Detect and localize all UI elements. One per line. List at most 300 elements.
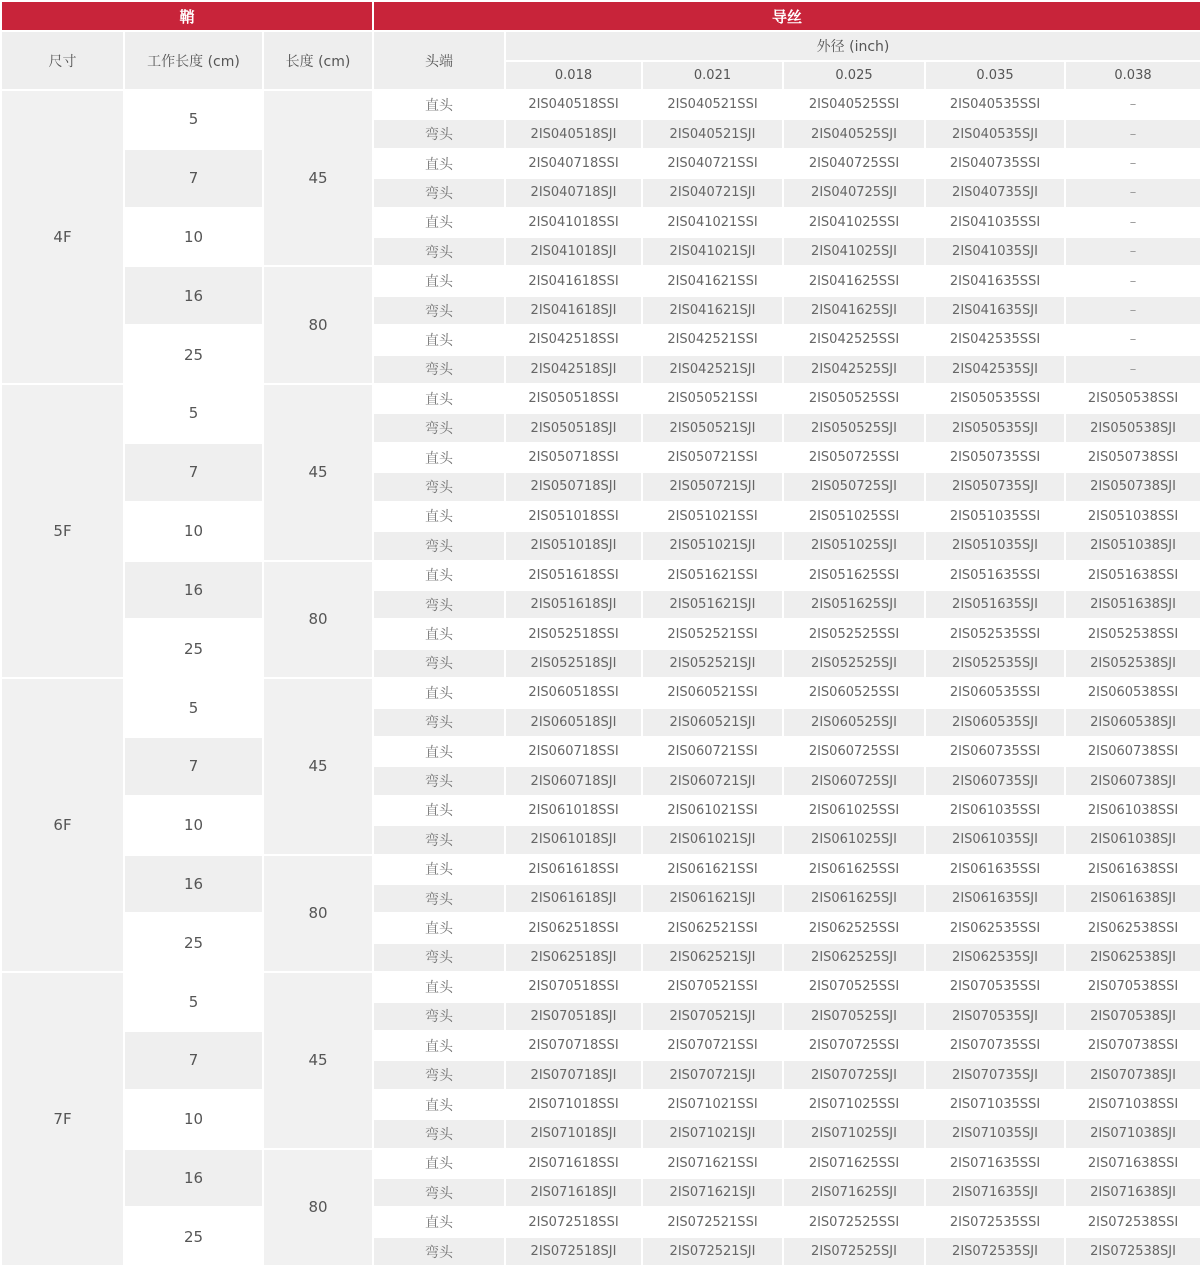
- part-number-cell: 2IS061621SJI: [642, 884, 783, 913]
- part-number-cell: 2IS050718SSI: [505, 443, 642, 472]
- part-number-cell: 2IS050721SJI: [642, 472, 783, 501]
- part-number-cell: 2IS071025SJI: [783, 1119, 925, 1148]
- guidewire-header: 导丝: [373, 1, 1200, 31]
- part-number-cell: 2IS051638SSI: [1065, 561, 1200, 590]
- part-number-cell: 2IS070535SJI: [925, 1002, 1065, 1031]
- part-number-cell: 2IS050725SSI: [783, 443, 925, 472]
- part-number-cell: 2IS061035SSI: [925, 796, 1065, 825]
- part-number-cell: 2IS061038SJI: [1065, 825, 1200, 854]
- tip-cell: 弯头: [373, 766, 505, 795]
- part-number-cell: 2IS071638SJI: [1065, 1178, 1200, 1207]
- part-number-cell: 2IS051635SJI: [925, 590, 1065, 619]
- part-number-cell: 2IS062538SSI: [1065, 913, 1200, 942]
- table-row: [1, 1031, 1200, 1060]
- part-number-cell: 2IS041635SSI: [925, 266, 1065, 295]
- part-number-cell: 2IS071021SSI: [642, 1090, 783, 1119]
- part-number-cell: 2IS062518SSI: [505, 913, 642, 942]
- tip-cell: 直头: [373, 384, 505, 413]
- tip-cell: 弯头: [373, 1237, 505, 1266]
- part-number-cell: 2IS042525SSI: [783, 325, 925, 354]
- part-number-cell: 2IS060718SSI: [505, 737, 642, 766]
- part-number-cell: 2IS060721SSI: [642, 737, 783, 766]
- part-number-cell: 2IS041618SSI: [505, 266, 642, 295]
- part-number-cell: 2IS040718SJI: [505, 178, 642, 207]
- part-number-cell: 2IS050735SSI: [925, 443, 1065, 472]
- empty-cell: –: [1065, 266, 1200, 295]
- part-number-cell: 2IS040525SJI: [783, 119, 925, 148]
- part-number-cell: 2IS072525SJI: [783, 1237, 925, 1266]
- tip-cell: 弯头: [373, 825, 505, 854]
- part-number-cell: 2IS041618SJI: [505, 296, 642, 325]
- part-number-cell: 2IS052521SSI: [642, 619, 783, 648]
- part-number-cell: 2IS050725SJI: [783, 472, 925, 501]
- part-number-cell: 2IS060518SJI: [505, 708, 642, 737]
- empty-cell: –: [1065, 237, 1200, 266]
- part-number-cell: 2IS051038SSI: [1065, 502, 1200, 531]
- working-length-cell: 5: [124, 90, 263, 149]
- working-length-cell: 10: [124, 1090, 263, 1149]
- part-number-cell: 2IS070718SJI: [505, 1060, 642, 1089]
- working-length-cell: 10: [124, 502, 263, 561]
- part-number-cell: 2IS050538SJI: [1065, 413, 1200, 442]
- length-cell: 80: [263, 266, 373, 384]
- tip-cell: 弯头: [373, 590, 505, 619]
- part-number-cell: 2IS050535SSI: [925, 384, 1065, 413]
- table-row: [1, 561, 1200, 590]
- working-length-cell: 7: [124, 149, 263, 208]
- part-number-cell: 2IS051035SJI: [925, 531, 1065, 560]
- part-number-cell: 2IS062518SJI: [505, 943, 642, 972]
- size-header: 尺寸: [1, 31, 124, 90]
- empty-cell: –: [1065, 90, 1200, 119]
- part-number-cell: 2IS051035SSI: [925, 502, 1065, 531]
- table-row: [1, 855, 1200, 884]
- part-number-cell: 2IS062535SJI: [925, 943, 1065, 972]
- part-number-cell: 2IS060738SSI: [1065, 737, 1200, 766]
- table-row: [1, 737, 1200, 766]
- part-number-cell: 2IS071635SJI: [925, 1178, 1065, 1207]
- table-row: [1, 325, 1200, 354]
- part-number-cell: 2IS060735SSI: [925, 737, 1065, 766]
- part-number-cell: 2IS070721SSI: [642, 1031, 783, 1060]
- part-number-cell: 2IS071038SSI: [1065, 1090, 1200, 1119]
- part-number-cell: 2IS062521SJI: [642, 943, 783, 972]
- length-cell: 45: [263, 384, 373, 560]
- part-number-cell: 2IS060725SSI: [783, 737, 925, 766]
- part-number-cell: 2IS070721SJI: [642, 1060, 783, 1089]
- part-number-cell: 2IS060535SSI: [925, 678, 1065, 707]
- part-number-cell: 2IS052535SJI: [925, 649, 1065, 678]
- part-number-cell: 2IS041625SJI: [783, 296, 925, 325]
- tip-cell: 直头: [373, 208, 505, 237]
- part-number-cell: 2IS061025SSI: [783, 796, 925, 825]
- table-row: [1, 796, 1200, 825]
- part-number-cell: 2IS070735SSI: [925, 1031, 1065, 1060]
- part-number-cell: 2IS070538SSI: [1065, 972, 1200, 1001]
- part-number-cell: 2IS071625SSI: [783, 1149, 925, 1178]
- part-number-cell: 2IS071621SSI: [642, 1149, 783, 1178]
- part-number-cell: 2IS061035SJI: [925, 825, 1065, 854]
- part-number-cell: 2IS071618SSI: [505, 1149, 642, 1178]
- part-number-cell: 2IS060738SJI: [1065, 766, 1200, 795]
- tip-cell: 弯头: [373, 884, 505, 913]
- part-number-cell: 2IS071035SSI: [925, 1090, 1065, 1119]
- table-row: [1, 208, 1200, 237]
- part-number-cell: 2IS050525SSI: [783, 384, 925, 413]
- part-number-cell: 2IS070738SJI: [1065, 1060, 1200, 1089]
- part-number-cell: 2IS051635SSI: [925, 561, 1065, 590]
- part-number-cell: 2IS061625SJI: [783, 884, 925, 913]
- working-length-cell: 7: [124, 443, 263, 502]
- tip-cell: 弯头: [373, 355, 505, 384]
- sheath-header: 鞘: [1, 1, 373, 31]
- part-number-cell: 2IS052521SJI: [642, 649, 783, 678]
- table-row: [1, 502, 1200, 531]
- tip-cell: 直头: [373, 972, 505, 1001]
- tip-cell: 弯头: [373, 649, 505, 678]
- empty-cell: –: [1065, 355, 1200, 384]
- part-number-cell: 2IS051618SJI: [505, 590, 642, 619]
- size-cell: 7F: [1, 972, 124, 1266]
- part-number-cell: 2IS070525SSI: [783, 972, 925, 1001]
- part-number-cell: 2IS061025SJI: [783, 825, 925, 854]
- part-number-cell: 2IS040525SSI: [783, 90, 925, 119]
- part-number-cell: 2IS070738SSI: [1065, 1031, 1200, 1060]
- part-number-cell: 2IS072521SJI: [642, 1237, 783, 1266]
- tip-cell: 弯头: [373, 1178, 505, 1207]
- part-number-cell: 2IS041635SJI: [925, 296, 1065, 325]
- tip-cell: 弯头: [373, 472, 505, 501]
- part-number-cell: 2IS051625SSI: [783, 561, 925, 590]
- part-number-cell: 2IS052538SJI: [1065, 649, 1200, 678]
- part-number-cell: 2IS061018SJI: [505, 825, 642, 854]
- part-number-cell: 2IS071018SJI: [505, 1119, 642, 1148]
- working-length-cell: 16: [124, 561, 263, 620]
- part-number-cell: 2IS072518SJI: [505, 1237, 642, 1266]
- part-number-cell: 2IS052518SSI: [505, 619, 642, 648]
- part-number-cell: 2IS071621SJI: [642, 1178, 783, 1207]
- size-cell: 5F: [1, 384, 124, 678]
- diameter-header: 0.025: [783, 61, 925, 90]
- part-number-cell: 2IS072535SJI: [925, 1237, 1065, 1266]
- empty-cell: –: [1065, 325, 1200, 354]
- part-number-cell: 2IS051025SJI: [783, 531, 925, 560]
- table-body: [1, 90, 1200, 1266]
- working-length-header: 工作长度 (cm): [124, 31, 263, 90]
- part-number-cell: 2IS071025SSI: [783, 1090, 925, 1119]
- empty-cell: –: [1065, 296, 1200, 325]
- tip-cell: 直头: [373, 443, 505, 472]
- length-cell: 80: [263, 855, 373, 973]
- part-number-cell: 2IS042535SJI: [925, 355, 1065, 384]
- part-number-cell: 2IS061618SSI: [505, 855, 642, 884]
- part-number-cell: 2IS071635SSI: [925, 1149, 1065, 1178]
- tip-cell: 直头: [373, 502, 505, 531]
- part-number-cell: 2IS042535SSI: [925, 325, 1065, 354]
- working-length-cell: 10: [124, 208, 263, 267]
- part-number-cell: 2IS070518SSI: [505, 972, 642, 1001]
- tip-cell: 直头: [373, 737, 505, 766]
- working-length-cell: 5: [124, 972, 263, 1031]
- part-number-cell: 2IS050538SSI: [1065, 384, 1200, 413]
- part-number-cell: 2IS061638SJI: [1065, 884, 1200, 913]
- part-number-cell: 2IS060535SJI: [925, 708, 1065, 737]
- part-number-cell: 2IS072535SSI: [925, 1207, 1065, 1236]
- part-number-cell: 2IS041621SJI: [642, 296, 783, 325]
- part-number-cell: 2IS051025SSI: [783, 502, 925, 531]
- part-number-cell: 2IS040521SJI: [642, 119, 783, 148]
- tip-cell: 弯头: [373, 708, 505, 737]
- part-number-cell: 2IS060521SSI: [642, 678, 783, 707]
- part-number-cell: 2IS051018SSI: [505, 502, 642, 531]
- part-number-cell: 2IS070521SSI: [642, 972, 783, 1001]
- part-number-cell: 2IS061625SSI: [783, 855, 925, 884]
- table-row: [1, 90, 1200, 119]
- table-row: [1, 678, 1200, 707]
- tip-cell: 直头: [373, 913, 505, 942]
- part-number-cell: 2IS052538SSI: [1065, 619, 1200, 648]
- table-row: [1, 384, 1200, 413]
- part-number-cell: 2IS041625SSI: [783, 266, 925, 295]
- part-number-cell: 2IS041035SSI: [925, 208, 1065, 237]
- tip-cell: 直头: [373, 1031, 505, 1060]
- part-number-cell: 2IS070725SSI: [783, 1031, 925, 1060]
- part-number-cell: 2IS041021SJI: [642, 237, 783, 266]
- part-number-cell: 2IS041018SJI: [505, 237, 642, 266]
- part-number-cell: 2IS060538SSI: [1065, 678, 1200, 707]
- part-number-cell: 2IS041035SJI: [925, 237, 1065, 266]
- part-number-cell: 2IS051621SSI: [642, 561, 783, 590]
- part-number-cell: 2IS051638SJI: [1065, 590, 1200, 619]
- part-number-cell: 2IS050735SJI: [925, 472, 1065, 501]
- part-number-cell: 2IS072521SSI: [642, 1207, 783, 1236]
- part-number-cell: 2IS071638SSI: [1065, 1149, 1200, 1178]
- part-number-cell: 2IS051618SSI: [505, 561, 642, 590]
- part-number-cell: 2IS070735SJI: [925, 1060, 1065, 1089]
- working-length-cell: 5: [124, 384, 263, 443]
- part-number-cell: 2IS070518SJI: [505, 1002, 642, 1031]
- tip-cell: 直头: [373, 796, 505, 825]
- part-number-cell: 2IS071618SJI: [505, 1178, 642, 1207]
- part-number-cell: 2IS051021SJI: [642, 531, 783, 560]
- part-number-cell: 2IS051625SJI: [783, 590, 925, 619]
- part-number-cell: 2IS070521SJI: [642, 1002, 783, 1031]
- part-number-cell: 2IS070538SJI: [1065, 1002, 1200, 1031]
- working-length-cell: 25: [124, 619, 263, 678]
- part-number-cell: 2IS060538SJI: [1065, 708, 1200, 737]
- part-number-cell: 2IS040518SJI: [505, 119, 642, 148]
- part-number-cell: 2IS040535SJI: [925, 119, 1065, 148]
- working-length-cell: 7: [124, 1031, 263, 1090]
- part-number-cell: 2IS062521SSI: [642, 913, 783, 942]
- size-cell: 6F: [1, 678, 124, 972]
- part-number-cell: 2IS042518SJI: [505, 355, 642, 384]
- part-number-cell: 2IS070725SJI: [783, 1060, 925, 1089]
- table-row: [1, 266, 1200, 295]
- part-number-cell: 2IS040721SSI: [642, 149, 783, 178]
- tip-cell: 弯头: [373, 119, 505, 148]
- tip-cell: 直头: [373, 1090, 505, 1119]
- diameter-header: 0.038: [1065, 61, 1200, 90]
- part-number-cell: 2IS041021SSI: [642, 208, 783, 237]
- od-header: 外径 (inch): [505, 31, 1200, 61]
- part-number-cell: 2IS071625SJI: [783, 1178, 925, 1207]
- part-number-cell: 2IS061635SJI: [925, 884, 1065, 913]
- part-number-cell: 2IS061021SSI: [642, 796, 783, 825]
- part-number-cell: 2IS060725SJI: [783, 766, 925, 795]
- part-number-cell: 2IS072538SSI: [1065, 1207, 1200, 1236]
- part-number-cell: 2IS050525SJI: [783, 413, 925, 442]
- working-length-cell: 16: [124, 1149, 263, 1208]
- table-row: [1, 619, 1200, 648]
- tip-cell: 直头: [373, 1149, 505, 1178]
- part-number-cell: 2IS052525SJI: [783, 649, 925, 678]
- working-length-cell: 16: [124, 266, 263, 325]
- part-number-cell: 2IS060721SJI: [642, 766, 783, 795]
- part-number-cell: 2IS070525SJI: [783, 1002, 925, 1031]
- tip-cell: 弯头: [373, 178, 505, 207]
- tip-cell: 直头: [373, 619, 505, 648]
- tip-cell: 弯头: [373, 237, 505, 266]
- part-number-cell: 2IS041025SJI: [783, 237, 925, 266]
- part-number-cell: 2IS040718SSI: [505, 149, 642, 178]
- tip-cell: 弯头: [373, 531, 505, 560]
- tip-cell: 直头: [373, 561, 505, 590]
- empty-cell: –: [1065, 178, 1200, 207]
- size-cell: 4F: [1, 90, 124, 384]
- part-number-cell: 2IS051021SSI: [642, 502, 783, 531]
- part-number-cell: 2IS042521SJI: [642, 355, 783, 384]
- table-row: [1, 1149, 1200, 1178]
- part-number-cell: 2IS040735SSI: [925, 149, 1065, 178]
- part-number-cell: 2IS040725SSI: [783, 149, 925, 178]
- part-number-cell: 2IS061635SSI: [925, 855, 1065, 884]
- part-number-cell: 2IS052535SSI: [925, 619, 1065, 648]
- part-number-cell: 2IS072518SSI: [505, 1207, 642, 1236]
- part-number-cell: 2IS061038SSI: [1065, 796, 1200, 825]
- length-cell: 80: [263, 561, 373, 679]
- part-number-cell: 2IS050738SJI: [1065, 472, 1200, 501]
- part-number-cell: 2IS072538SJI: [1065, 1237, 1200, 1266]
- tip-cell: 直头: [373, 1207, 505, 1236]
- part-number-cell: 2IS040518SSI: [505, 90, 642, 119]
- tip-cell: 直头: [373, 149, 505, 178]
- working-length-cell: 16: [124, 855, 263, 914]
- working-length-cell: 10: [124, 796, 263, 855]
- empty-cell: –: [1065, 149, 1200, 178]
- diameter-header: 0.035: [925, 61, 1065, 90]
- part-number-cell: 2IS050738SSI: [1065, 443, 1200, 472]
- working-length-cell: 25: [124, 1207, 263, 1266]
- part-number-cell: 2IS050518SJI: [505, 413, 642, 442]
- part-number-cell: 2IS070535SSI: [925, 972, 1065, 1001]
- length-cell: 45: [263, 972, 373, 1148]
- part-number-cell: 2IS051621SJI: [642, 590, 783, 619]
- working-length-cell: 7: [124, 737, 263, 796]
- table-row: [1, 913, 1200, 942]
- table-row: [1, 1207, 1200, 1236]
- part-number-cell: 2IS040721SJI: [642, 178, 783, 207]
- part-number-cell: 2IS072525SSI: [783, 1207, 925, 1236]
- part-number-cell: 2IS041025SSI: [783, 208, 925, 237]
- part-number-cell: 2IS060521SJI: [642, 708, 783, 737]
- part-number-cell: 2IS062525SSI: [783, 913, 925, 942]
- part-number-cell: 2IS042518SSI: [505, 325, 642, 354]
- part-number-cell: 2IS050521SSI: [642, 384, 783, 413]
- part-number-cell: 2IS062538SJI: [1065, 943, 1200, 972]
- diameter-header: 0.021: [642, 61, 783, 90]
- tip-cell: 弯头: [373, 943, 505, 972]
- part-number-cell: 2IS052518SJI: [505, 649, 642, 678]
- tip-cell: 直头: [373, 90, 505, 119]
- part-number-cell: 2IS050535SJI: [925, 413, 1065, 442]
- part-number-cell: 2IS061021SJI: [642, 825, 783, 854]
- part-number-cell: 2IS042521SSI: [642, 325, 783, 354]
- part-number-cell: 2IS041621SSI: [642, 266, 783, 295]
- table-row: [1, 443, 1200, 472]
- part-number-cell: 2IS040725SJI: [783, 178, 925, 207]
- part-number-cell: 2IS071021SJI: [642, 1119, 783, 1148]
- tip-cell: 直头: [373, 325, 505, 354]
- tip-header: 头端: [373, 31, 505, 90]
- part-number-cell: 2IS070718SSI: [505, 1031, 642, 1060]
- working-length-cell: 25: [124, 913, 263, 972]
- part-number-cell: 2IS050718SJI: [505, 472, 642, 501]
- part-number-cell: 2IS050518SSI: [505, 384, 642, 413]
- part-number-cell: 2IS062535SSI: [925, 913, 1065, 942]
- table-row: [1, 1090, 1200, 1119]
- tip-cell: 直头: [373, 855, 505, 884]
- length-header: 长度 (cm): [263, 31, 373, 90]
- length-cell: 80: [263, 1149, 373, 1267]
- part-number-cell: 2IS061638SSI: [1065, 855, 1200, 884]
- part-number-cell: 2IS071035SJI: [925, 1119, 1065, 1148]
- part-number-cell: 2IS060525SJI: [783, 708, 925, 737]
- table-row: [1, 972, 1200, 1001]
- part-number-cell: 2IS040521SSI: [642, 90, 783, 119]
- table-row: [1, 149, 1200, 178]
- part-number-cell: 2IS060718SJI: [505, 766, 642, 795]
- tip-cell: 弯头: [373, 413, 505, 442]
- part-number-cell: 2IS061621SSI: [642, 855, 783, 884]
- working-length-cell: 25: [124, 325, 263, 384]
- tip-cell: 弯头: [373, 1002, 505, 1031]
- part-number-cell: 2IS060735SJI: [925, 766, 1065, 795]
- part-number-cell: 2IS040735SJI: [925, 178, 1065, 207]
- length-cell: 45: [263, 90, 373, 266]
- part-number-cell: 2IS060518SSI: [505, 678, 642, 707]
- part-number-cell: 2IS050521SJI: [642, 413, 783, 442]
- diameter-header: 0.018: [505, 61, 642, 90]
- length-cell: 45: [263, 678, 373, 854]
- tip-cell: 弯头: [373, 1119, 505, 1148]
- part-number-cell: 2IS061618SJI: [505, 884, 642, 913]
- empty-cell: –: [1065, 119, 1200, 148]
- part-number-cell: 2IS050721SSI: [642, 443, 783, 472]
- part-number-cell: 2IS051038SJI: [1065, 531, 1200, 560]
- tip-cell: 弯头: [373, 1060, 505, 1089]
- part-number-cell: 2IS040535SSI: [925, 90, 1065, 119]
- part-number-cell: 2IS051018SJI: [505, 531, 642, 560]
- part-number-cell: 2IS071038SJI: [1065, 1119, 1200, 1148]
- part-number-cell: 2IS061018SSI: [505, 796, 642, 825]
- part-number-cell: 2IS052525SSI: [783, 619, 925, 648]
- empty-cell: –: [1065, 208, 1200, 237]
- part-number-cell: 2IS060525SSI: [783, 678, 925, 707]
- tip-cell: 直头: [373, 678, 505, 707]
- tip-cell: 弯头: [373, 296, 505, 325]
- part-number-cell: 2IS062525SJI: [783, 943, 925, 972]
